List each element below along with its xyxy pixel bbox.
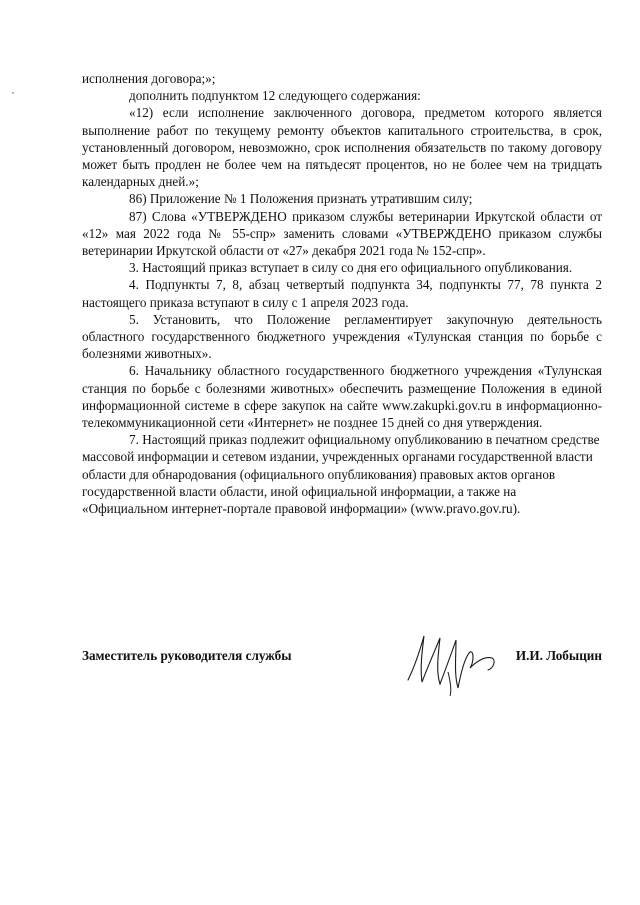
paragraph-subpoint-12: «12) если исполнение заключенного договора, предметом которого является выполнение работ по текущему ремонту объектов капитального строительства, в срок, установленный договором, невозможно, срок исполнения обязательств по такому договору может быть продлен не более чем на пятьдесят процентов, но не более чем на тридцать календарных дней.»;: [82, 105, 602, 190]
paragraph-clause-5: 5. Установить, что Положение регламентирует закупочную деятельность областного государственного бюджетного учреждения «Тулунская станция по борьбе с болезнями животных».: [82, 311, 602, 362]
scan-speck: [12, 92, 14, 94]
paragraph-supplement-intro: дополнить подпунктом 12 следующего содержания:: [129, 88, 421, 104]
signature-block: [82, 640, 602, 700]
paragraph-clause-3: 3. Настоящий приказ вступает в силу со дня его официального опубликования.: [129, 260, 573, 276]
paragraph-continuation: исполнения договора;»;: [82, 71, 216, 86]
paragraph-item-86: 86) Приложение № 1 Положения признать утратившим силу;: [129, 191, 473, 207]
signatory-title: Заместитель руководителя службы: [82, 648, 292, 663]
handwritten-signature: [400, 628, 520, 698]
signatory-name: И.И. Лобыцин: [515, 648, 602, 663]
paragraph-clause-7: 7. Настоящий приказ подлежит официальному опубликованию в печатном средстве массовой информации и сетевом издании, учрежденных органами государственной власти области для обнародования (официального опубликования) правовых актов органов государственной власти области, иной официальной информации, а также на «Официальном интернет-портале правовой информации» (www.pravo.gov.ru).: [82, 432, 600, 517]
paragraph-clause-4: 4. Подпункты 7, 8, абзац четвертый подпункта 34, подпункты 77, 78 пункта 2 настоящего приказа вступают в силу с 1 апреля 2023 года.: [82, 277, 602, 310]
paragraph-item-87: 87) Слова «УТВЕРЖДЕНО приказом службы ветеринарии Иркутской области от «12» мая 2022 года № 55-спр» заменить словами «УТВЕРЖДЕНО приказом службы ветеринарии Иркутской области от «27» декабря 2021 года № 152-спр».: [82, 208, 602, 259]
document-body: [82, 70, 602, 517]
paragraph-clause-6: 6. Начальнику областного государственного бюджетного учреждения «Тулунская станция по борьбе с болезнями животных» обеспечить размещение Положения в единой информационной системе в сфере закупок на сайте www.zakupki.gov.ru в информационно-телекоммуникационной сети «Интернет» не позднее 15 дней со дня утверждения.: [82, 363, 602, 431]
